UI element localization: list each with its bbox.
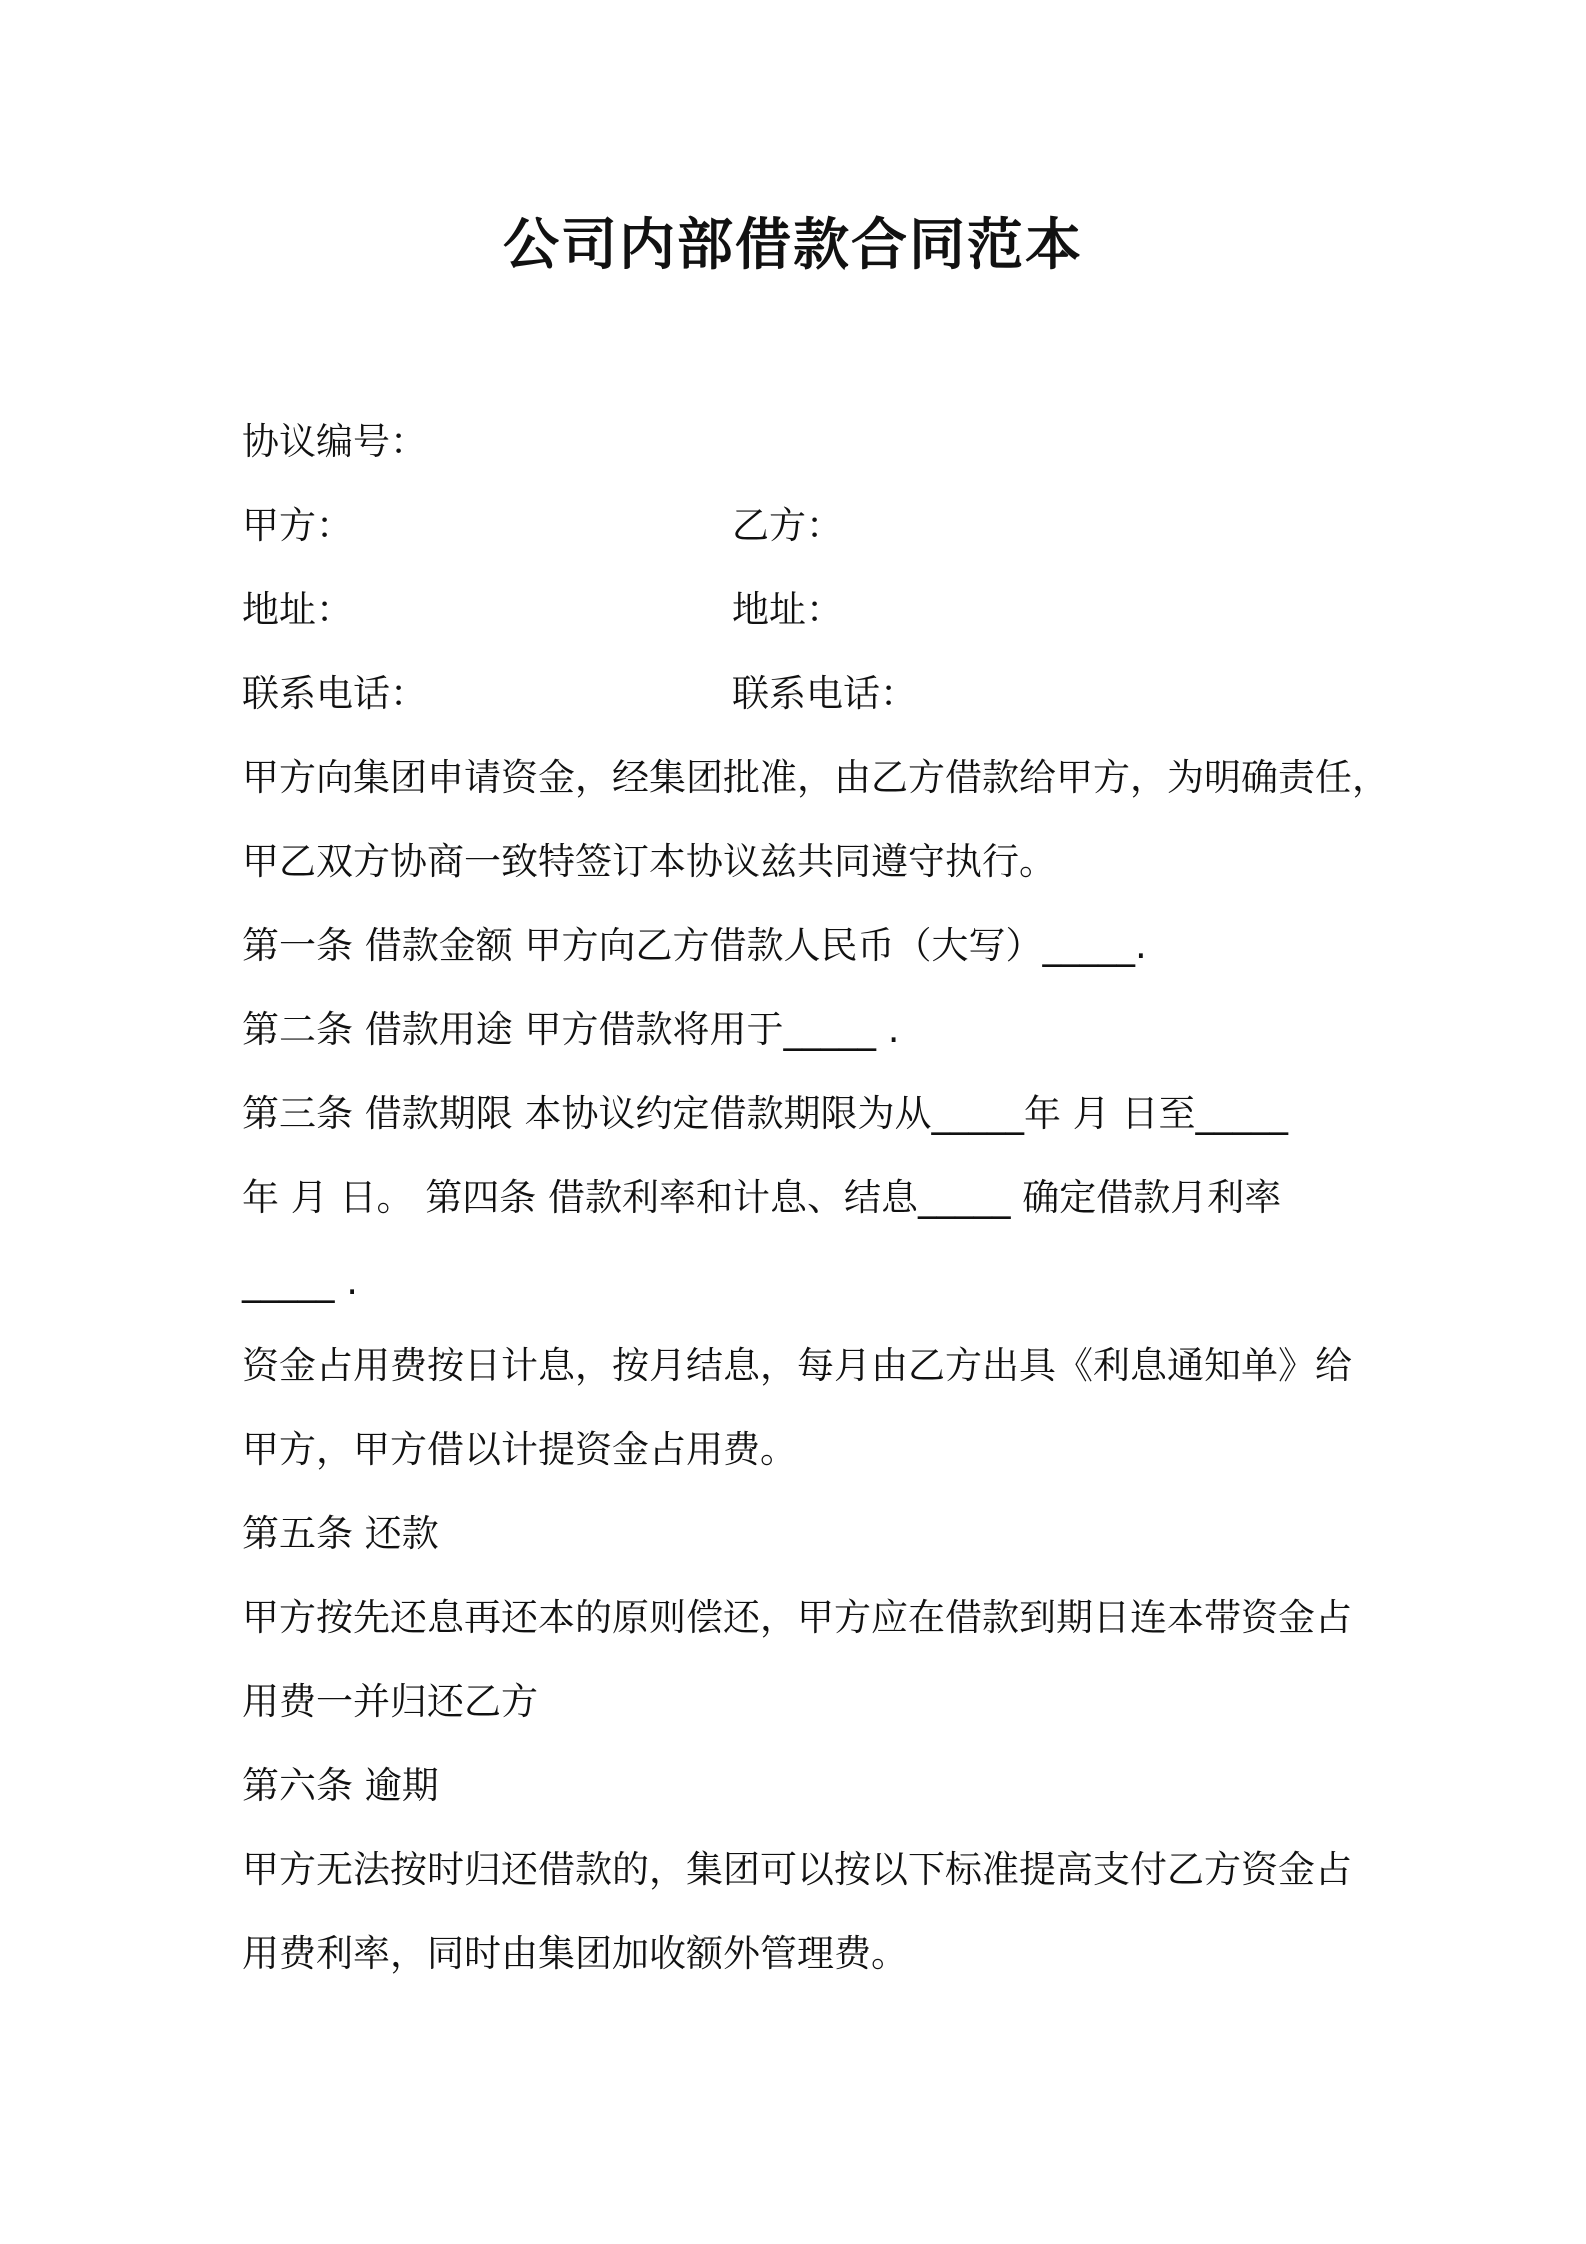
article-1-amount: 第一条 借款金额 甲方向乙方借款人民币（大写）_____. <box>242 924 1147 967</box>
agreement-number-label: 协议编号： <box>242 420 427 463</box>
document-body <box>242 400 1389 1996</box>
interest-line-2: 甲方，甲方借以计提资金占用费。 <box>242 1428 797 1471</box>
repayment-line-1: 甲方按先还息再还本的原则偿还，甲方应在借款到期日连本带资金占 <box>242 1596 1352 1639</box>
interest-line-1: 资金占用费按日计息，按月结息，每月由乙方出具《利息通知单》给 <box>242 1344 1352 1387</box>
party-name-row <box>242 484 1362 568</box>
intro-line-1: 甲方向集团申请资金，经集团批准，由乙方借款给甲方，为明确责任， <box>242 756 1389 799</box>
party-b-label: 乙方： <box>732 504 843 547</box>
document-title: 公司内部借款合同范本 <box>503 213 1083 278</box>
address-row <box>242 568 1362 652</box>
article-3-term-line-1: 第三条 借款期限 本协议约定借款期限为从_____年 月 日至_____ <box>242 1092 1289 1135</box>
party-a-phone-label: 联系电话： <box>242 672 427 715</box>
party-b-address-label: 地址： <box>732 588 843 631</box>
overdue-line-1: 甲方无法按时归还借款的，集团可以按以下标准提高支付乙方资金占 <box>242 1848 1352 1891</box>
party-b-phone-label: 联系电话： <box>732 672 917 715</box>
article-3-term-line-2: 年 月 日。 第四条 借款利率和计息、结息_____ 确定借款月利率 <box>242 1176 1282 1219</box>
phone-row <box>242 652 1362 736</box>
intro-line-2: 甲乙双方协商一致特签订本协议兹共同遵守执行。 <box>242 840 1056 883</box>
overdue-line-2: 用费利率，同时由集团加收额外管理费。 <box>242 1932 908 1975</box>
party-a-address-label: 地址： <box>242 588 353 631</box>
repayment-line-2: 用费一并归还乙方 <box>242 1680 538 1723</box>
article-6-heading: 第六条 逾期 <box>242 1764 439 1807</box>
article-5-heading: 第五条 还款 <box>242 1512 439 1555</box>
party-a-label: 甲方： <box>242 504 353 547</box>
article-4-rate-blank: _____ . <box>242 1260 359 1303</box>
article-2-purpose: 第二条 借款用途 甲方借款将用于_____ . <box>242 1008 900 1051</box>
